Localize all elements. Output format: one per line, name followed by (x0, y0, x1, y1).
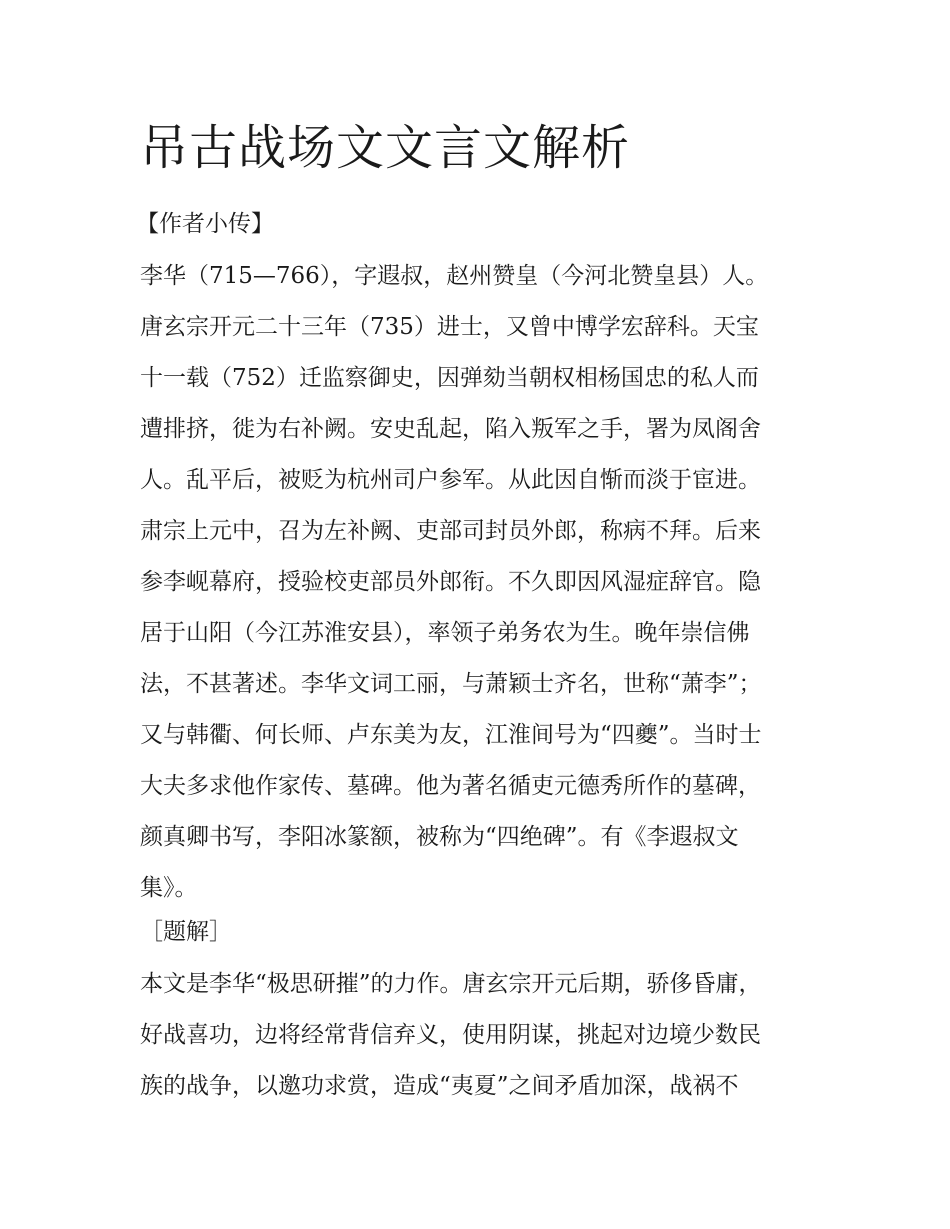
text-line: 又与韩衢、何长师、卢东美为友，江淮间号为“四夔”。当时士 (140, 722, 762, 748)
text-line: 人。乱平后，被贬为杭州司户参军。从此因自惭而淡于宦进。 (140, 467, 761, 493)
text-line: 本文是李华“极思研摧”的力作。唐玄宗开元后期，骄侈昏庸， (140, 971, 762, 997)
author-bio-paragraph (140, 251, 820, 914)
document-page (136, 118, 820, 1112)
text-line: 居于山阳（今江苏淮安县），率领子弟务农为生。晚年崇信佛 (140, 620, 750, 646)
text-line: 法，不甚著述。李华文词工丽，与萧颖士齐名，世称“萧李”； (140, 671, 762, 697)
text-line: 肃宗上元中，召为左补阙、吏部司封员外郎，称病不拜。后来 (140, 518, 761, 544)
text-line: 唐玄宗开元二十三年（735）进士，又曾中博学宏辞科。天宝 (140, 314, 759, 340)
text-line: 好战喜功，边将经常背信弃义，使用阴谋，挑起对边境少数民 (140, 1022, 761, 1048)
text-line: 遭排挤，徙为右补阙。安史乱起，陷入叛军之手，署为凤阁舍 (140, 416, 761, 442)
text-line: 参李岘幕府，授验校吏部员外郎衔。不久即因风湿症辞官。隐 (140, 569, 761, 595)
document-title: 吊古战场文文言文解析 (140, 120, 631, 176)
text-line: 族的战争，以邀功求赏，造成“夷夏”之间矛盾加深，战祸不 (140, 1073, 739, 1099)
text-line: 大夫多求他作家传、墓碑。他为著名循吏元德秀所作的墓碑， (140, 773, 761, 799)
text-line: 颜真卿书写，李阳冰篆额，被称为“四绝碑”。有《李遐叔文 (140, 824, 739, 850)
text-line: 李华（715—766），字遐叔，赵州赞皇（今河北赞皇县）人。 (140, 263, 769, 289)
text-line: 十一载（752）迁监察御史，因弹劾当朝权相杨国忠的私人而 (140, 365, 759, 391)
section-heading-author-bio: 【作者小传】 (136, 211, 274, 237)
text-line: 集》。 (140, 875, 198, 901)
section-heading-explanation: ［题解］ (140, 919, 232, 945)
explanation-paragraph (140, 959, 820, 1112)
